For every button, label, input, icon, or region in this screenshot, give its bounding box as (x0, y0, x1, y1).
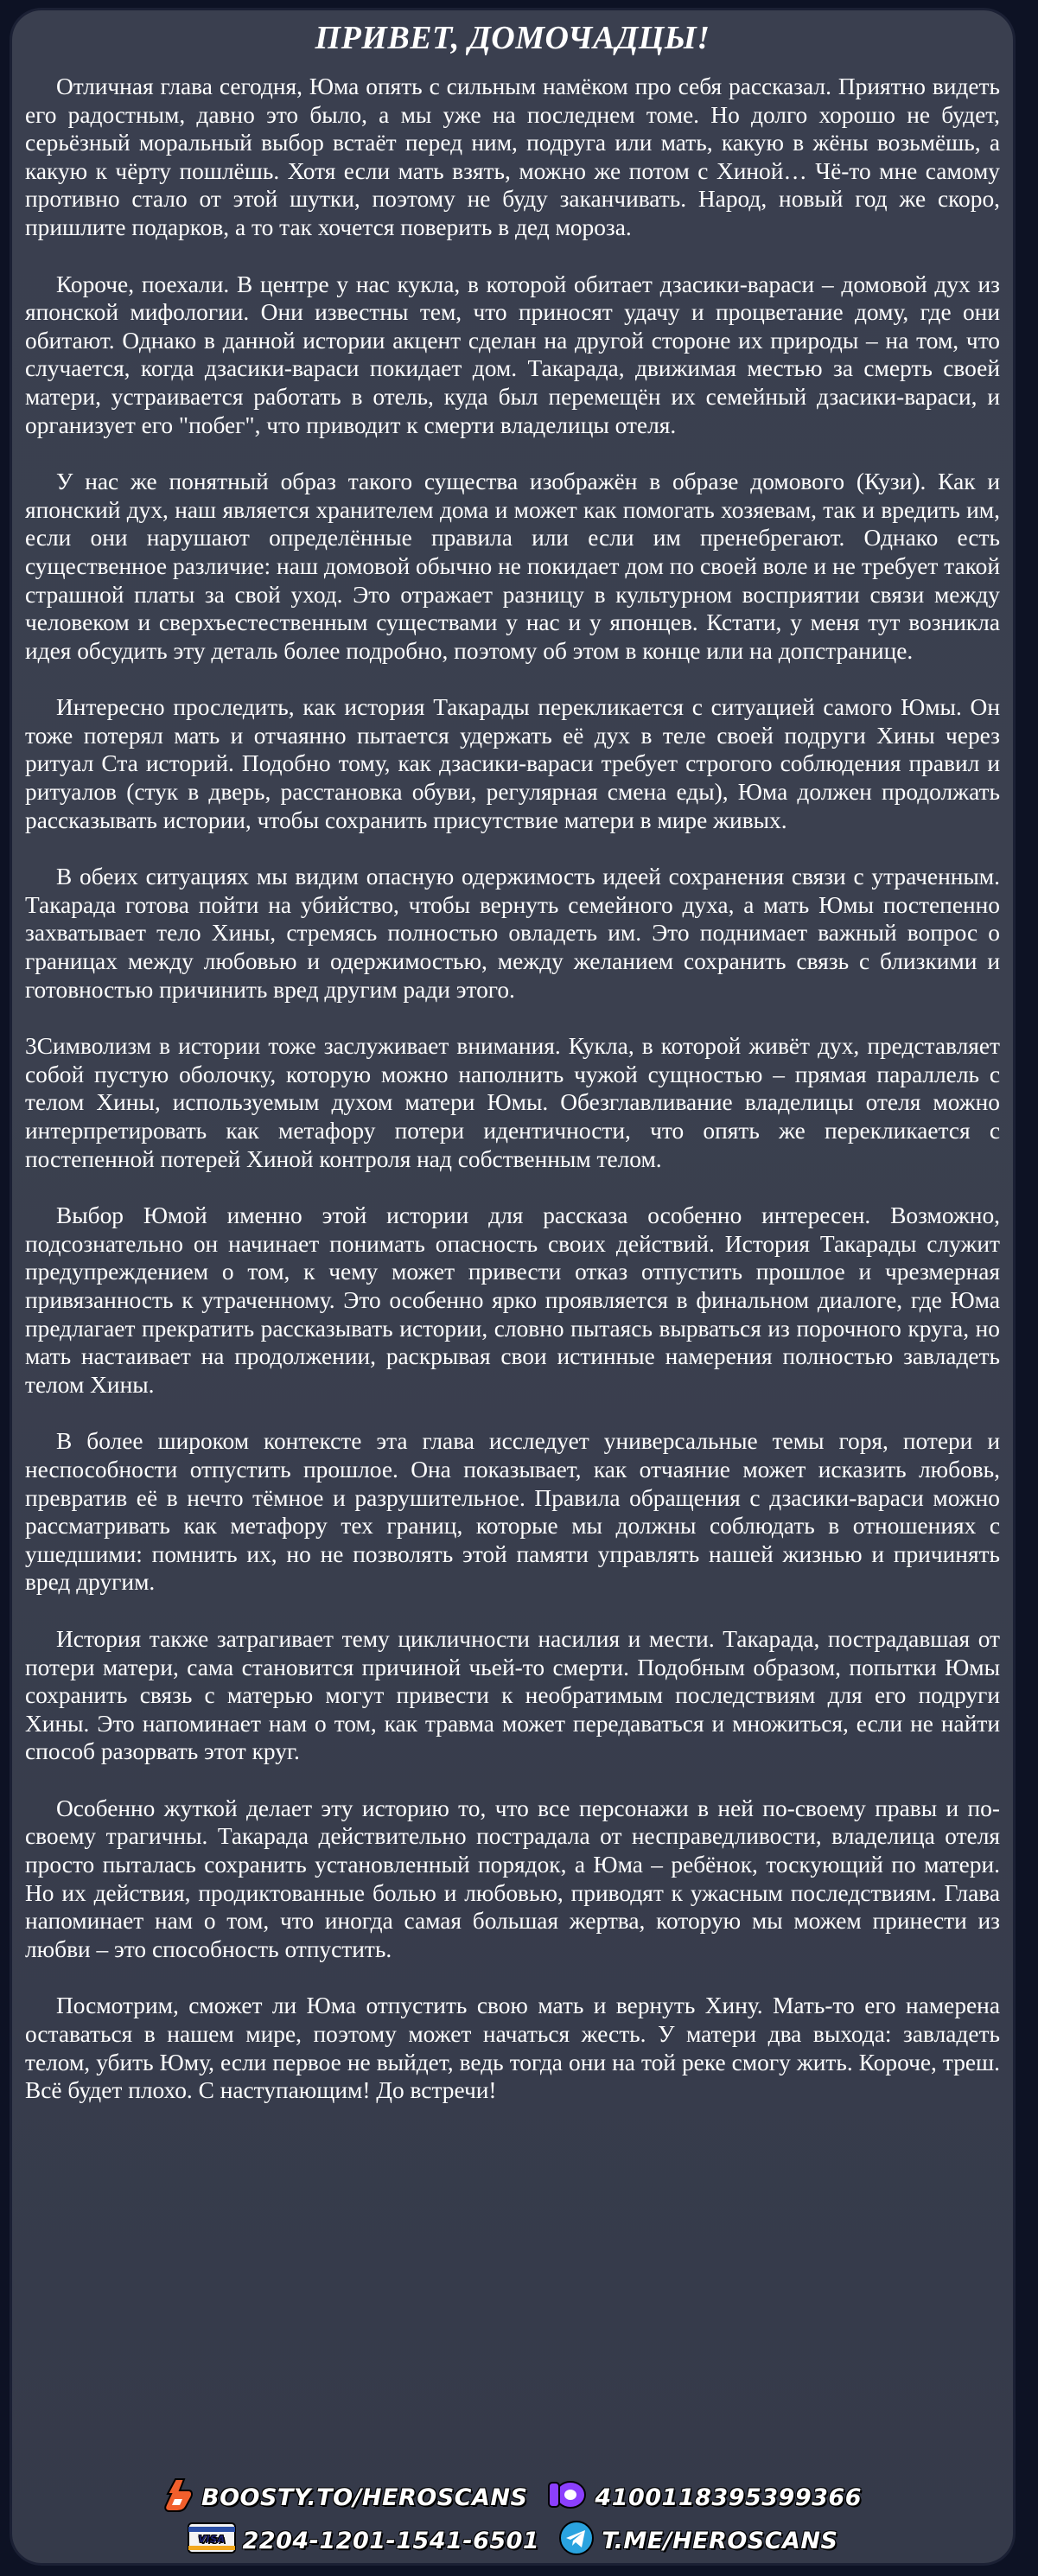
card-number-item[interactable] (188, 2522, 540, 2560)
paragraph-6: 3Символизм в истории тоже заслуживает внимания. Кукла, в которой живёт дух, представляет собой пустую оболочку, которую можно наполнить чужой сущностью – прямая параллель с телом Хины, используемым духом матери Юмы. Обезглавливание владелицы отеля можно интерпретировать как метафору потери идентичности, что опять же перекликается с постепенной потерей Хиной контроля над собственным телом. (25, 1033, 1000, 1172)
telegram-link[interactable] (558, 2520, 837, 2562)
yoomoney-icon (546, 2479, 588, 2516)
paragraph-1: Отличная глава сегодня, Юма опять с сильным намёком про себя рассказал. Приятно видеть его радостным, давно это было, а мы уже на последнем томе. Но долго хорошо не будет, серьёзный моральный выбор встаёт перед ним, подруга или мать, какую в жёны возьмёшь, а какую к чёрту пошлёшь. Хотя если мать взять, можно же потом с Хиной… Чё-то мне самому противно стало от этой шутки, поэтому не буду заканчивать. Народ, новый год же скоро, пришлите подарков, а то так хочется поверить в дед мороза. (25, 73, 1000, 240)
boosty-url: BOOSTY.TO/HEROSCANS (201, 2484, 528, 2511)
paragraph-8: В более широком контексте эта глава исследует универсальные темы горя, потери и неспособности отпустить прошлое. Она показывает, как отчаяние может исказить любовь, превратив её в нечто тёмное и разрушительное. Правила обращения с дзасики-вараси можно рассматривать как метафору тех границ, которые мы должны соблюдать в отношениях с ушедшими: помнить их, но не позволять этой памяти управлять нашей жизнью и причинять вред другим. (25, 1428, 1000, 1596)
paragraph-4: Интересно проследить, как история Такарады перекликается с ситуацией самого Юмы. Он тоже потерял мать и отчаянно пытается удержать её дух в теле своей подруги Хины через ритуал Ста историй. Подобно тому, как дзасики-вараси требует строгого соблюдения правил и ритуалов (стук в дверь, расстановка обуви, регулярная смена еды), Юма должен продолжать рассказывать истории, чтобы сохранить присутствие матери в мире живых. (25, 694, 1000, 833)
article-body (25, 73, 1000, 2105)
paragraph-7: Выбор Юмой именно этой истории для рассказа особенно интересен. Возможно, подсознательно он начинает понимать опасность своих действий. История Такарады служит предупреждением о том, к чему может привести отказ отпустить прошлое и чрезмерная привязанность к утраченному. Это особенно ярко проявляется в финальном диалоге, где Юма предлагает прекратить рассказывать истории, словно пытаясь вырваться из порочного круга, но мать настаивает на продолжении, раскрывая свои истинные намерения полностью завладеть телом Хины. (25, 1202, 1000, 1398)
paragraph-5: В обеих ситуациях мы видим опасную одержимость идеей сохранения связи с утраченным. Такарада готова пойти на убийство, чтобы вернуть семейного духа, а мать Юмы постепенно захватывает тело Хины, стремясь полностью овладеть им. Это поднимает важный вопрос о границах между любовью и одержимостью, между желанием сохранить связь с близкими и готовностью причинить вред другим ради этого. (25, 864, 1000, 1003)
paragraph-9: История также затрагивает тему цикличности насилия и мести. Такарада, пострадавшая от потери матери, сама становится причиной чьей-то смерти. Подобным образом, попытки Юмы сохранить связь с матерью могут привести к необратимым последствиям для его подруги Хины. Это напоминает нам о том, как травма может передаваться и множиться, если не найти способ разорвать этот круг. (25, 1625, 1000, 1765)
yoomoney-number: 4100118395399366 (595, 2484, 862, 2511)
footer-row-1 (12, 2476, 1013, 2519)
footer-row-2 (12, 2519, 1013, 2562)
donation-footer (12, 2476, 1013, 2562)
visa-card-icon (188, 2522, 236, 2560)
card-number: 2204-1201-1541-6501 (242, 2527, 540, 2554)
boosty-icon (163, 2477, 194, 2518)
paragraph-3: У нас же понятный образ такого существа изображён в образе домового (Кузи). Как и японский дух, наш является хранителем дома и может как помогать хозяевам, так и вредить им, если они нарушают определённые правила или если им пренебрегают. Однако есть существенное различие: наш домовой обычно не покидает дом по своей воле и не требует такой страшной платы за свой уход. Это отражает разницу в культурном восприятии связи между человеком и сверхъестественным существами у нас и у японцев. Кстати, у меня тут возникла идея обсудить эту деталь более подробно, поэтому об этом в конце или на допстранице. (25, 469, 1000, 664)
boosty-link[interactable] (163, 2477, 527, 2518)
paragraph-10: Особенно жуткой делает эту историю то, что все персонажи в ней по-своему правы и по-своему трагичны. Такарада действительно пострадала от несправедливости, владелица отеля просто пыталась сохранить установленный порядок, а Юма – ребёнок, тоскующий по матери. Но их действия, продиктованные болью и любовью, приводят к ужасным последствиям. Глава напоминает нам о том, что иногда самая большая жертва, которую мы можем принести из любви – это способность отпустить. (25, 1795, 1000, 1962)
paragraph-11: Посмотрим, сможет ли Юма отпустить свою мать и вернуть Хину. Мать-то его намерена оставаться в нашем мире, поэтому может начаться жесть. У матери два выхода: завладеть телом, убить Юму, если первое не выйдет, ведь тогда они на той реке смогу жить. Короче, треш. Всё будет плохо. С наступающим! До встречи! (25, 1993, 1000, 2104)
page-title: ПРИВЕТ, ДОМОЧАДЦЫ! (315, 20, 710, 56)
visa-brand-label: VISA (197, 2533, 226, 2545)
telegram-url: T.ME/HEROSCANS (602, 2527, 838, 2554)
yoomoney-link[interactable] (546, 2479, 862, 2516)
telegram-icon (558, 2520, 595, 2562)
paragraph-2: Короче, поехали. В центре у нас кукла, в которой обитает дзасики-вараси – домовой дух из японской мифологии. Они известны тем, что приносят удачу и процветание дому, где они обитают. Однако в данной истории акцент сделан на другой стороне их природы – на том, что случается, когда дзасики-вараси покидает дом. Такарада, движимая местью за смерть своей матери, устраивается работать в отель, куда был перемещён их семейный дзасики-вараси, и организует его "побег", что приводит к смерти владелицы отеля. (25, 271, 1000, 438)
notes-card (12, 10, 1013, 2563)
